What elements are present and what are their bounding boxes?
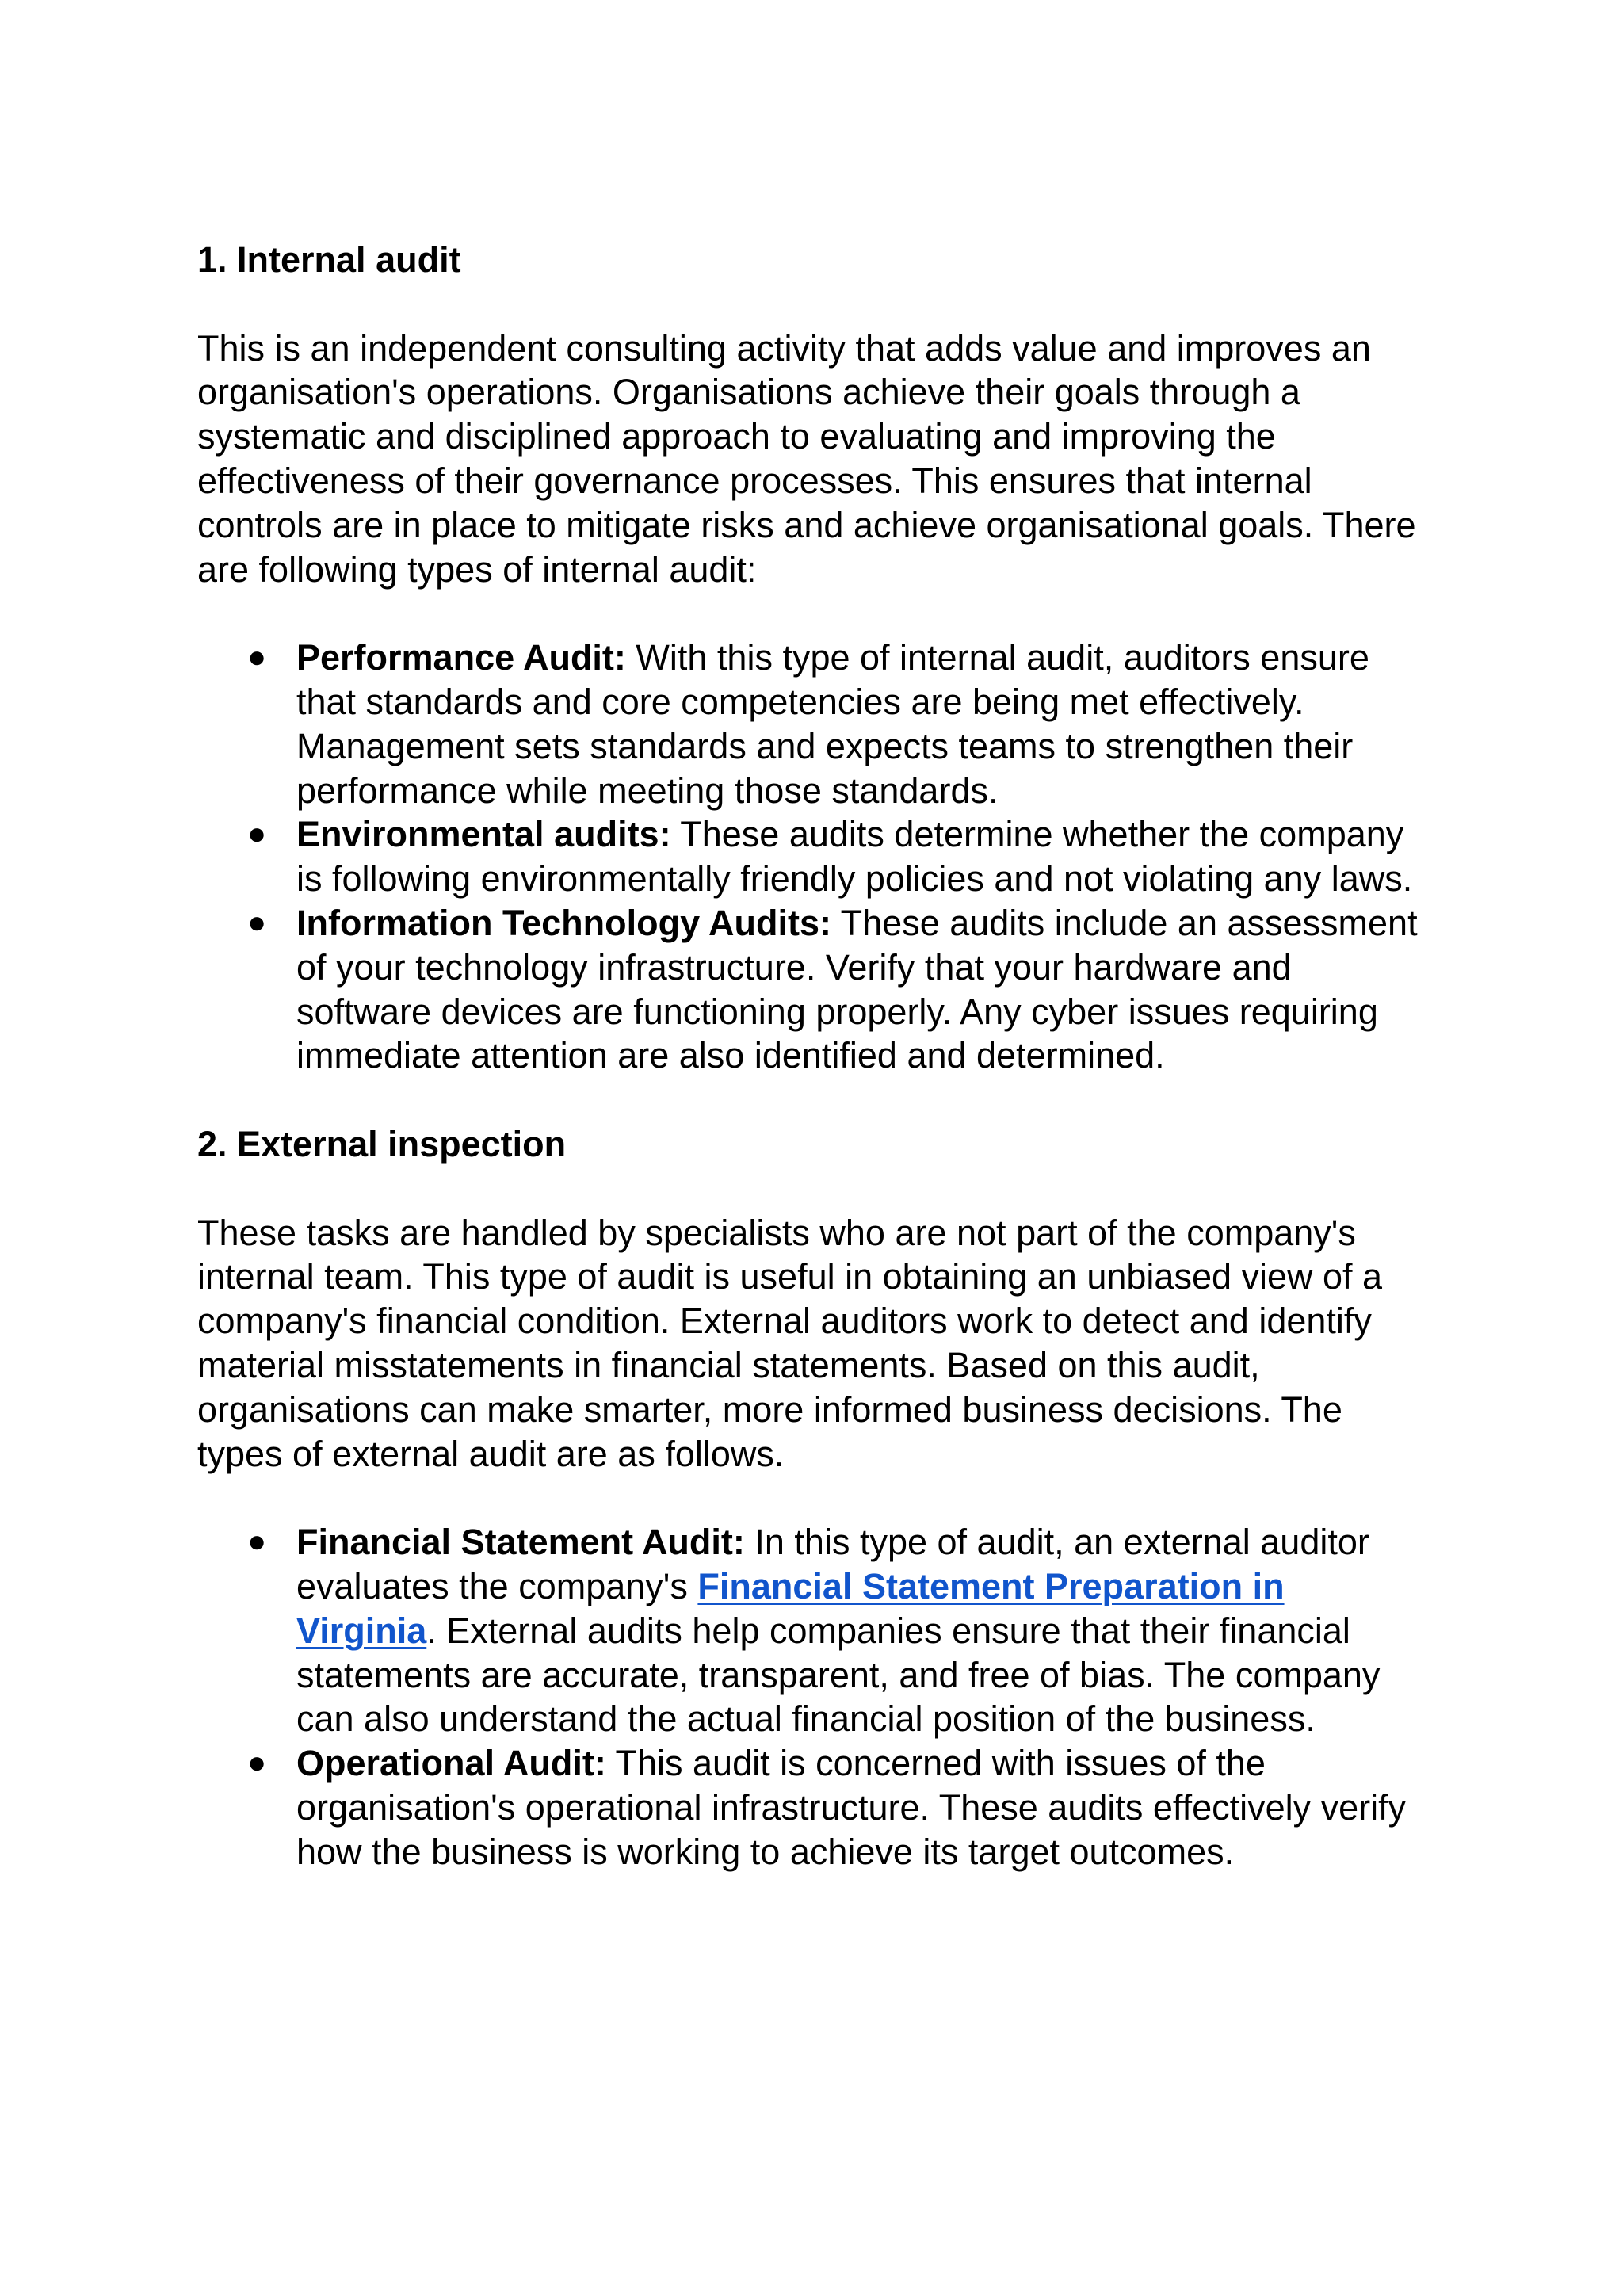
- spacer: [197, 282, 1434, 327]
- term-label: Financial Statement Audit:: [296, 1522, 745, 1563]
- spacer: [197, 1476, 1434, 1520]
- term-description: With this type of internal audit, auditors ensure that standards and core competencies are being met effectively. Management sets standards and expects teams to strengthen their performance while meeting those standards.: [296, 637, 1369, 811]
- spacer: [197, 1167, 1434, 1211]
- list-item-performance-audit: [197, 636, 1434, 812]
- spacer: [197, 1078, 1434, 1122]
- term-description: These audits include an assessment of your technology infrastructure. Verify that your hardware and software devices are functioning properly. Any cyber issues requiring immediate attention are also identified and determined.: [296, 902, 1418, 1076]
- internal-audit-types-list: [197, 636, 1434, 1078]
- financial-statement-preparation-link[interactable]: Financial Statement Preparation in Virginia: [296, 1565, 1285, 1651]
- spacer: [197, 591, 1434, 636]
- term-label: Performance Audit:: [296, 637, 626, 678]
- bullet-icon: ●: [247, 816, 267, 852]
- list-item-environmental-audits: [197, 812, 1434, 901]
- section-2-heading: 2. External inspection: [197, 1123, 567, 1164]
- term-description: These audits determine whether the company is following environmentally friendly policies and not violating any laws.: [296, 814, 1413, 900]
- bullet-icon: ●: [247, 1524, 267, 1560]
- term-description-continued: . External audits help companies ensure that their financial statements are accurate, transparent, and free of bias. The company can also understand the actual financial position of the business.: [296, 1610, 1381, 1740]
- external-audit-types-list: [197, 1520, 1434, 1874]
- list-item-financial-statement-audit: [197, 1520, 1434, 1741]
- term-description: In this type of audit, an external auditor evaluates the company's: [296, 1522, 1369, 1606]
- term-description: This audit is concerned with issues of the organisation's operational infrastructure. These audits effectively verify how the business is working to achieve its target outcomes.: [296, 1743, 1407, 1872]
- term-label: Operational Audit:: [296, 1743, 606, 1784]
- list-item-information-technology-audits: [197, 901, 1434, 1078]
- bullet-icon: ●: [247, 640, 267, 675]
- section-1-heading: 1. Internal audit: [197, 239, 461, 280]
- section-1-intro: This is an independent consulting activity that adds value and improves an organisation's operations. Organisations achieve their goals through a systematic and disciplined approach to evaluating and improving the effectiveness of their governance processes. This ensures that internal controls are in place to mitigate risks and achieve organisational goals. There are following types of internal audit:: [197, 327, 1416, 590]
- bullet-icon: ●: [247, 904, 267, 940]
- bullet-icon: ●: [247, 1745, 267, 1781]
- document-page: [197, 238, 1434, 1874]
- term-label: Information Technology Audits:: [296, 902, 831, 943]
- list-item-operational-audit: [197, 1741, 1434, 1874]
- term-label: Environmental audits:: [296, 814, 671, 855]
- section-2-intro: These tasks are handled by specialists who are not part of the company's internal team. This type of audit is useful in obtaining an unbiased view of a company's financial condition. External auditors work to detect and identify material misstatements in financial statements. Based on this audit, organisations can make smarter, more informed business decisions. The types of external audit are as follows.: [197, 1212, 1383, 1474]
